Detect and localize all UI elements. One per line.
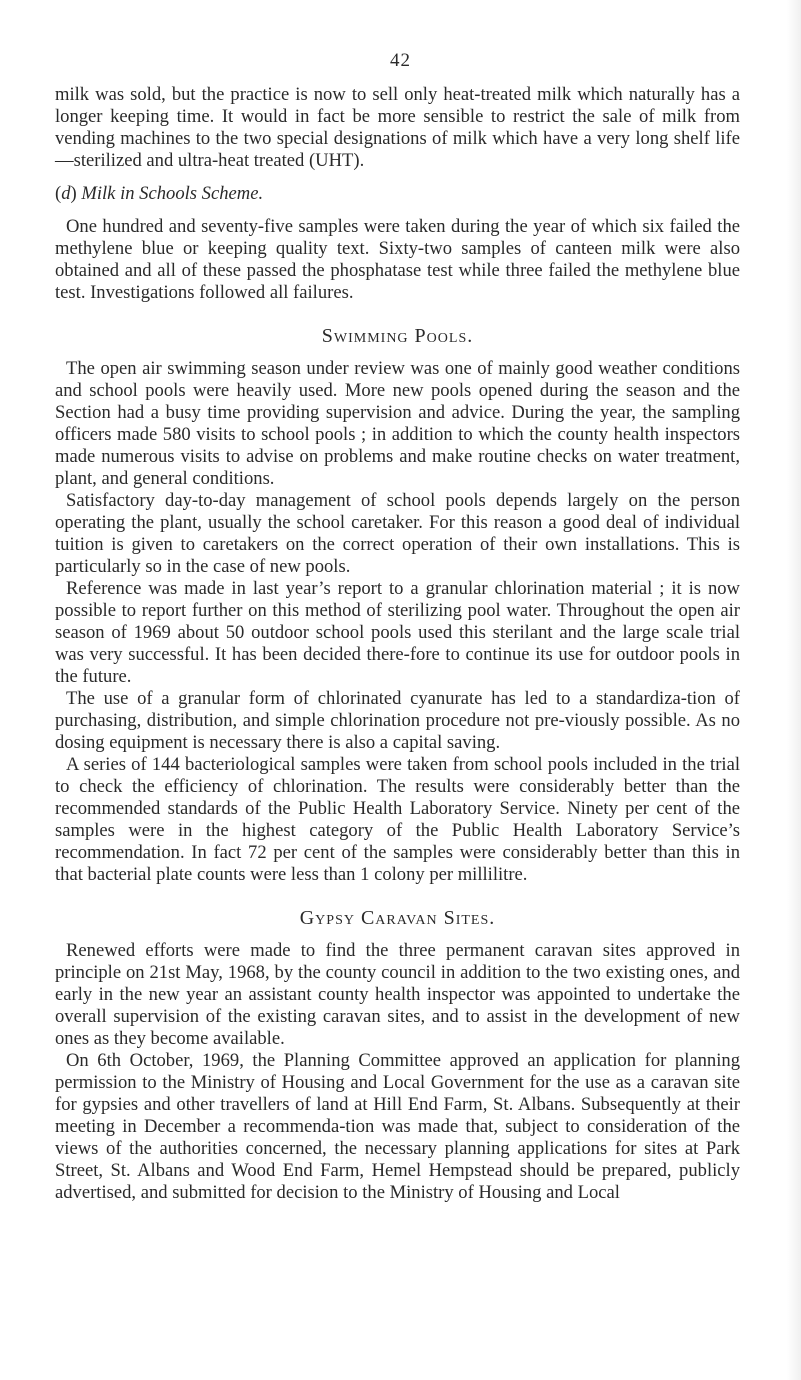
paragraph-milk-samples: One hundred and seventy-five samples were taken during the year of which six failed the methylene blue or keeping quality text. Sixty-two samples of canteen milk were also obtained and all of these passed the phosphatase test while three failed the methylene blue test. Investigations followed all failures. [55,216,740,303]
document-body [55,84,740,1204]
heading-gypsy-caravan-sites: Gypsy Caravan Sites. [299,907,496,929]
page-edge-shadow [787,0,801,1380]
paragraph-pool-management: Satisfactory day-to-day management of school pools depends largely on the person operating the plant, usually the school caretaker. For this reason a good deal of individual tuition is given to caretakers on the correct operation of their own installations. This is particularly so in the case of new pools. [55,490,740,577]
paragraph-planning-committee: On 6th October, 1969, the Planning Committee approved an application for planning permission to the Ministry of Housing and Local Government for the use as a caravan site for gypsies and other travellers of land at Hill End Farm, St. Albans. Subsequently at their meeting in December a recommenda-tion was made that, subject to consideration of the views of the authorities concerned, the necessary planning applications for sites at Park Street, St. Albans and Wood End Farm, Hemel Hempstead should be prepared, publicly advertised, and submitted for decision to the Ministry of Housing and Local [55,1050,740,1203]
paragraph-caravan-sites-efforts: Renewed efforts were made to find the three permanent caravan sites approved in principle on 21st May, 1968, by the county council in addition to the two existing ones, and early in the new year an assistant county health inspector was appointed to undertake the overall supervision of the existing caravan sites, and to assist in the development of new ones as they become available. [55,940,740,1049]
paragraph-bacteriological-samples: A series of 144 bacteriological samples were taken from school pools included in the trial to check the efficiency of chlorination. The results were considerably better than the recommended standards of the Public Health Laboratory Service. Ninety per cent of the samples were in the highest category of the Public Health Laboratory Service’s recommendation. In fact 72 per cent of the samples were considerably better than this in that bacterial plate counts were less than 1 colony per millilitre. [55,754,740,885]
subheading-suffix: ) [70,183,82,204]
subheading-title: Milk in Schools Scheme. [81,183,264,204]
subheading-letter: d [61,183,71,204]
paragraph-granular-chlorination: Reference was made in last year’s report to a granular chlorination material ; it is now possible to report further on this method of sterilizing pool water. Throughout the open air season of 1969 about 50 outdoor school pools used this sterilant and the large scale trial was very successful. It has been decided there-fore to continue its use for outdoor pools in the future. [55,578,740,687]
paragraph-swimming-season: The open air swimming season under review was one of mainly good weather conditions and school pools were heavily used. More new pools opened during the season and the Section had a busy time providing supervision and advice. During the year, the sampling officers made 580 visits to school pools ; in addition to which the county health inspectors made numerous visits to advise on problems and make routine checks on water treatment, plant, and general conditions. [55,358,740,489]
subheading-milk-in-schools [55,183,740,205]
heading-swimming-pools: Swimming Pools. [321,325,474,347]
subheading-prefix: ( [55,183,62,204]
page-number: 42 [390,50,411,71]
paragraph-milk-vending-continued: milk was sold, but the practice is now to sell only heat-treated milk which naturally has a longer keeping time. It would in fact be more sensible to restrict the sale of milk from vending machines to the two special designations of milk which have a very long shelf life—sterilized and ultra-heat treated (UHT). [55,84,740,171]
paragraph-cyanurate: The use of a granular form of chlorinated cyanurate has led to a standardiza-tion of purchasing, distribution, and simple chlorination procedure not pre-viously possible. As no dosing equipment is necessary there is also a capital saving. [55,688,740,753]
